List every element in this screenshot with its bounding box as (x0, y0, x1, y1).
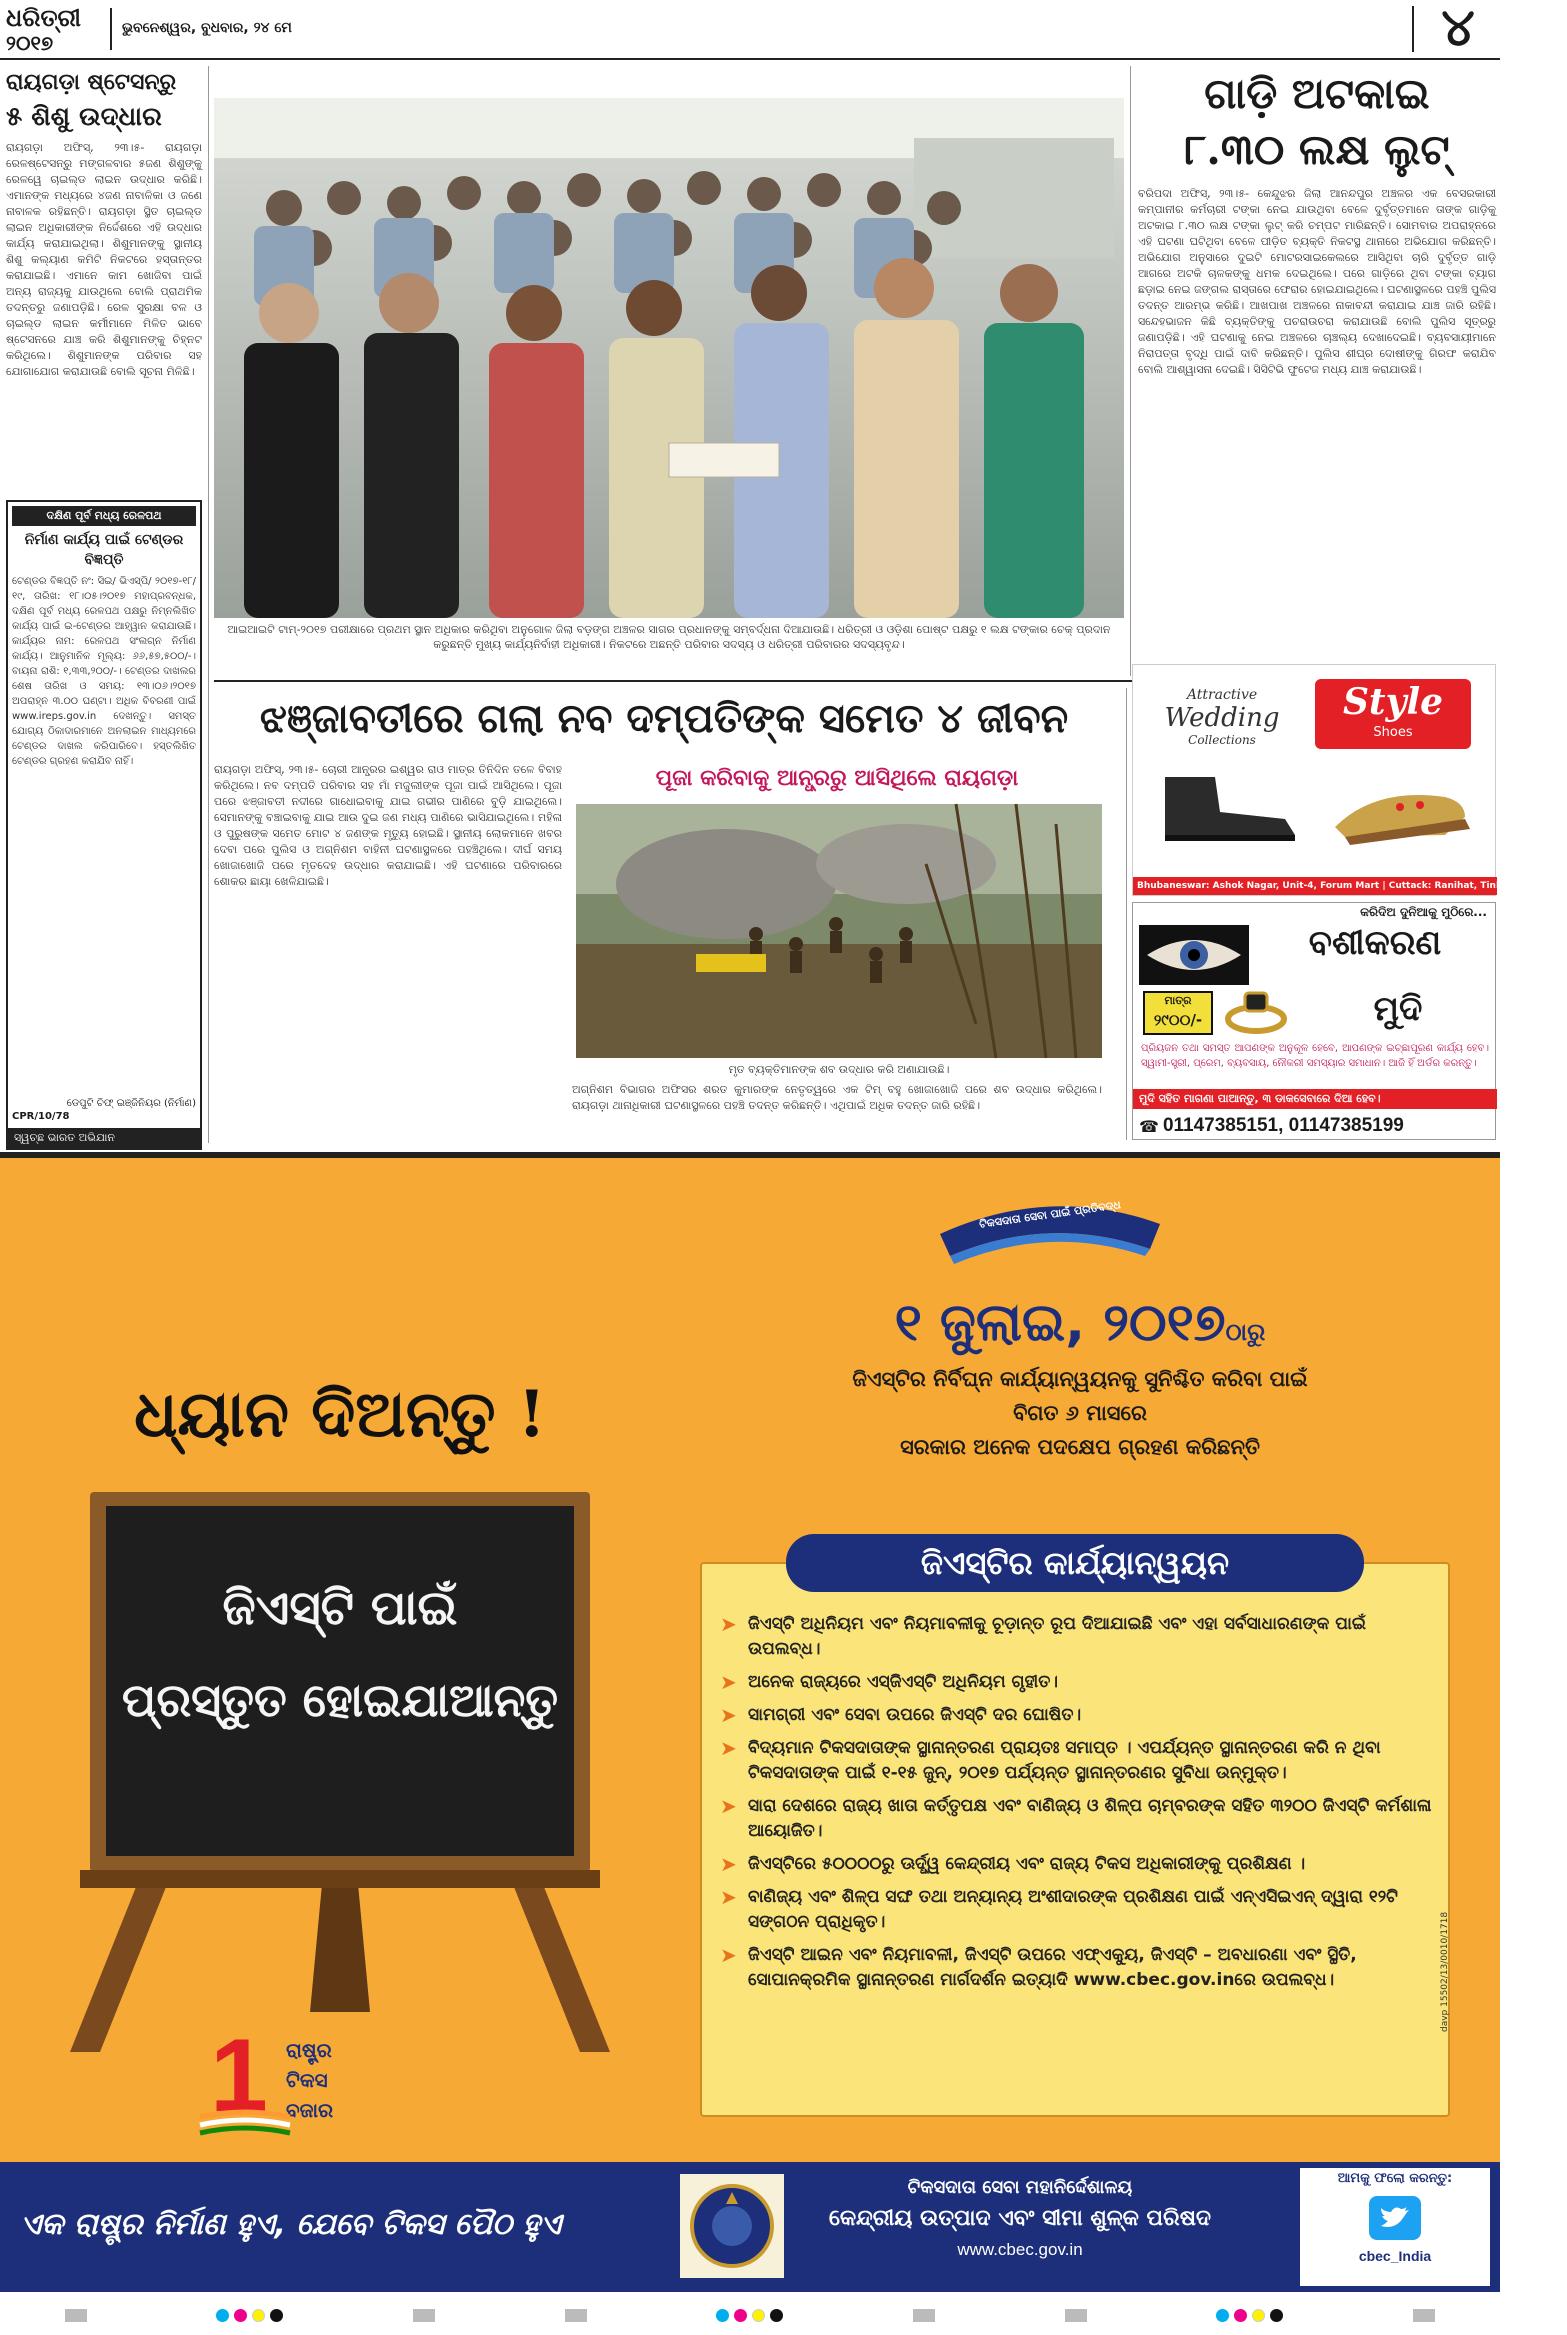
logo-text2: ଟିକସ (286, 2068, 328, 2092)
implementation-title: ଜିଏସ୍‌ଟିର କାର୍ଯ୍ୟାନ୍ୱୟନ (786, 1534, 1364, 1592)
left-headline (6, 66, 202, 134)
board-line2: ପ୍ରସ୍ତୁତ ହୋଇଯାଆନ୍ତୁ (121, 1673, 559, 1727)
reg-square (913, 2309, 935, 2322)
tricolor-swoosh (200, 2107, 290, 2137)
gst-bullet-text: ଜିଏସ୍‌ଟି ଅଧିନିୟମ ଏବଂ ନିୟମାବଳୀକୁ ଚୂଡ଼ାନ୍ତ ରୂପ ଦିଆଯାଇଛି ଏବଂ ଏହା ସର୍ବସାଧାରଣଙ୍କ ପାଇଁ ଉପଲବ୍ଧ। (748, 1614, 1366, 1659)
gst-footer (0, 2162, 1500, 2292)
one-nation-logo (200, 2018, 440, 2137)
ribbon-text: ଟିକସଦାତା ସେବା ପାଇଁ ପ୍ରତିବଦ୍ଧ (978, 1198, 1122, 1231)
left-column (6, 66, 202, 1143)
wedding-text2: Wedding (1164, 703, 1280, 733)
left-headline-line2: ୫ ଶିଶୁ ଉଦ୍ଧାର (6, 102, 162, 132)
mid-ads-divider (1126, 688, 1127, 1140)
cmyk-marks (1216, 2309, 1283, 2322)
page-number: ୪ (1441, 0, 1475, 58)
twitter-handle[interactable]: cbec_India (1358, 2248, 1432, 2264)
event-photo (214, 98, 1124, 618)
left-story-body: ରାୟଗଡ଼ା ଅଫିସ୍, ୨୩।୫- ରାୟଗଡ଼ା ରେଳଷ୍ଟେସନ୍‌ରୁ ମଙ୍ଗଳବାର ୫ଜଣ ଶିଶୁଙ୍କୁ ରେଳୱେ ଚାଇଲ୍ଡ ଲାଇନ ଉଦ୍ଧାର କରିଛି। ଏମାନଙ୍କ ମଧ୍ୟରେ ୪ଜଣ ନାବାଳିକା ଓ ଜଣେ ନାବାଳକ ରହିଛନ୍ତି। ରାୟଗଡ଼ା ସ୍ଥିତ ଚାଇଲ୍ଡ ଲାଇନ ଅଧିକାରୀଙ୍କ ନିର୍ଦ୍ଦେଶରେ ଏହି ଉଦ୍ଧାର କାର୍ଯ୍ୟ କରାଯାଇଥିଲା। ଶିଶୁମାନଙ୍କୁ ସ୍ଥାନୀୟ ଶିଶୁ କଲ୍ୟାଣ କମିଟି ନିକଟରେ ହସ୍ତାନ୍ତର କରାଯାଇଛି। ଏମାନେ କାମ ଖୋଜିବା ପାଇଁ ଅନ୍ୟ ରାଜ୍ୟକୁ ଯାଉଥିଲେ ବୋଲି ପ୍ରାଥମିକ ତଦନ୍ତରୁ ଜଣାପଡ଼ିଛି। ରେଳ ସୁରକ୍ଷା ବଳ ଓ ଚାଇଲ୍ଡ ଲାଇନ କର୍ମୀମାନେ ମିଳିତ ଭାବେ ଷ୍ଟେସନରେ ଯାଞ୍ଚ କରି ଶିଶୁମାନଙ୍କୁ ଚିହ୍ନଟ କରିଥିଲେ। ଶିଶୁମାନଙ୍କ ପରିବାର ସହ ଯୋଗାଯୋଗ କରାଯାଉଛି ବୋଲି ସୂଚନା ମିଳିଛି। (6, 141, 202, 378)
masthead-rule (0, 58, 1500, 60)
davp-code: davp 15502/13/0010/1718 (1440, 1911, 1450, 2032)
attention-heading: ଧ୍ୟାନ ଦିଅନ୍ତୁ ! (134, 1377, 546, 1452)
style-sub: Shoes (1373, 725, 1413, 740)
style-addresses: Bhubaneswar: Ashok Nagar, Unit-4, Forum Mart | Cuttack: Ranihat, Tinkonia Bagicha (1133, 877, 1497, 895)
eye-icon (1139, 925, 1249, 985)
gst-bullet-text: ଜିଏସ୍‌ଟି ଆଇନ ଏବଂ ନିୟମାବଳୀ, ଜିଏସ୍‌ଟି ଉପରେ ଏଫ୍‌ଏକ୍ୟୁ, ଜିଏସ୍‌ଟି – ଅବଧାରଣା ଏବଂ ସ୍ଥିତି, ସୋପାନକ୍ରମିକ ସ୍ଥାନାନ୍ତରଣ ମାର୍ଗଦର୍ଶନ ଇତ୍ୟାଦି www.cbec.gov.inରେ ଉପଲବ୍ଧ। (748, 1945, 1357, 1990)
chevron-right-icon: ➤ (720, 1794, 737, 1818)
right-headline-line1: ଗାଡ଼ି ଅଟକାଇ (1204, 69, 1430, 118)
mid-story-body-left: ରାୟଗଡ଼ା ଅଫିସ୍, ୨୩।୫- ଚୋରୀ ଆନ୍ଧ୍ରର ଇଶ୍ୱର ରାଓ ମାତ୍ର ତିନିଦିନ ତଳେ ବିବାହ କରିଥିଲେ। ନବ ଦମ୍ପତି ପରିବାର ସହ ମାଁ ମଜୁଲୀଙ୍କ ପୂଜା ପାଇଁ ଆସିଥିଲେ। ପୂଜା ପରେ ଝଞ୍ଜାବତୀ ନଦୀରେ ଗାଧୋଇବାକୁ ଯାଇ ଗଭୀର ପାଣିରେ ବୁଡ଼ି ଯାଇଥିଲେ। ସେମାନଙ୍କୁ ବଞ୍ଚାଇବାକୁ ଯାଇ ଆଉ ଦୁଇ ଜଣ ମଧ୍ୟ ପାଣିରେ ଭାସିଯାଇଥିଲେ। ମହିଳା ଓ ପୁରୁଷଙ୍କ ସମେତ ମୋଟ ୪ ଜଣଙ୍କ ମୃତ୍ୟୁ ହୋଇଛି। ସ୍ଥାନୀୟ ଲୋକମାନେ ଖବର ଦେବା ପରେ ପୁଲିସ ଓ ଅଗ୍ନିଶମ ବାହିନୀ ଘଟଣାସ୍ଥଳରେ ପହଞ୍ଚିଥିଲେ। ଦୀର୍ଘ ସମୟ ଖୋଜାଖୋଜି ପରେ ମୃତଦେହ ଉଦ୍ଧାର କରାଯାଇଛି। ଏହି ଘଟଣାରେ ପରିବାରରେ ଶୋକର ଛାୟା ଖେଳିଯାଇଛି। (214, 763, 562, 888)
river-photo (576, 804, 1102, 1058)
tender-footer: ସ୍ୱଚ୍ଛ ଭାରତ ଅଭିଯାନ (8, 1128, 200, 1148)
vashi-top: କରିଦିଅ ଦୁନିଆକୁ ମୁଠିରେ... (1360, 905, 1487, 919)
vashi-price-label: ମାତ୍ର (1164, 994, 1192, 1007)
chevron-right-icon: ➤ (720, 1852, 737, 1876)
tender-body: ଟେଣ୍ଡର ବିଜ୍ଞପ୍ତି ନଂ: ସିଇ/ ଭିଏସ୍‌ପି/ ୨୦୧୭-୧୮/ ୧୯, ତାରିଖ: ୧୮।୦୫।୨୦୧୭ ମହାପ୍ରବନ୍ଧକ, ଦକ୍ଷିଣ ପୂର୍ବ ମଧ୍ୟ ରେଳପଥ ପକ୍ଷରୁ ନିମ୍ନଲିଖିତ କାର୍ଯ୍ୟ ପାଇଁ ଇ-ଟେଣ୍ଡର ଆହ୍ୱାନ କରାଯାଉଛି। କାର୍ଯ୍ୟର ନାମ: ରେଳପଥ ସଂଲଗ୍ନ ନିର୍ମାଣ କାର୍ଯ୍ୟ। ଆନୁମାନିକ ମୂଲ୍ୟ: ୬୬,୫୭,୫୦୦/-। ବାୟନା ରାଶି: ୧,୩୩,୨୦୦/-। ଟେଣ୍ଡର ଦାଖଲର ଶେଷ ତାରିଖ ଓ ସମୟ: ୧୩।୦୬।୨୦୧୭ ଅପରାହ୍ନ ୩.୦୦ ଘଣ୍ଟା। ଅଧିକ ବିବରଣୀ ପାଇଁ www.ireps.gov.in ଦେଖନ୍ତୁ। ସମସ୍ତ ଯୋଗ୍ୟ ଠିକାଦାରମାନେ ଅନଲାଇନ ମାଧ୍ୟମରେ ଟେଣ୍ଡର ଦାଖଲ କରିପାରିବେ। ହସ୍ତଲିଖିତ ଟେଣ୍ଡର ଗ୍ରହଣ କରାଯିବ ନାହିଁ। (12, 576, 196, 767)
shoe-illustration (1145, 757, 1485, 847)
logo-text1: ରାଷ୍ଟ୍ର (286, 2038, 332, 2062)
gst-bullet-text: ଜିଏସ୍‌ଟିରେ ୫୦୦୦୦ରୁ ଊର୍ଦ୍ଧ୍ୱ କେନ୍ଦ୍ରୀୟ ଏବଂ ରାଜ୍ୟ ଟିକସ ଅଧିକାରୀଙ୍କୁ ପ୍ରଶିକ୍ଷଣ । (748, 1854, 1306, 1874)
gst-bullet (720, 1943, 1432, 1993)
gst-bullet (720, 1885, 1432, 1935)
vashi-line1: ବଶୀକରଣ (1308, 923, 1442, 963)
vashikaran-ad[interactable] (1132, 902, 1496, 1140)
gst-bullet (720, 1703, 1432, 1728)
gst-bullet-text: ସାମଗ୍ରୀ ଏବଂ ସେବା ଉପରେ ଜିଏସ୍‌ଟି ଦର ଘୋଷିତ। (748, 1705, 1082, 1725)
cmyk-marks (716, 2309, 783, 2322)
gst-bullet (720, 1612, 1432, 1662)
vashi-phone-row (1133, 1111, 1497, 1141)
logo-words (286, 2035, 333, 2125)
footer-dept1: ଟିକସଦାତା ସେବା ମହାନିର୍ଦ୍ଦେଶାଳୟ (907, 2177, 1133, 2198)
edition-year: ୨୦୧୭ (6, 31, 54, 55)
gst-bullet-text: ସାରା ଦେଶରେ ରାଜ୍ୟ ଖାତା କର୍ତ୍ତୃପକ୍ଷ ଏବଂ ବାଣିଜ୍ୟ ଓ ଶିଳ୍ପ ଚାମ୍ବରଙ୍କ ସହିତ ୩୨୦୦ ଜିଏସ୍‌ଟି କର୍ମଶାଳା ଆୟୋଜିତ। (748, 1796, 1432, 1841)
style-logo (1315, 679, 1471, 749)
masthead-divider (110, 8, 112, 50)
gst-date-suffix: ଠାରୁ (1225, 1318, 1266, 1346)
left-column-divider (208, 66, 209, 1143)
event-photo-caption: ଆଇଆଇଟି ଟାମ୍-୨୦୧୭ ପରୀକ୍ଷାରେ ପ୍ରଥମ ସ୍ଥାନ ଅଧିକାର କରିଥିବା ଅନୁଗୋଳ ଜିଲା ବଡ଼ଙ୍ଗ ଅଞ୍ଚଳର ସାଗର ପ୍ରଧାନଙ୍କୁ ସମ୍ବର୍ଦ୍ଧନା ଦିଆଯାଉଛି। ଧରିତ୍ରୀ ଓ ଓଡ଼ିଶା ପୋଷ୍ଟ ପକ୍ଷରୁ ୧ ଲକ୍ଷ ଟଙ୍କାର ଚେକ୍ ପ୍ରଦାନ କରୁଛନ୍ତି ମୁଖ୍ୟ କାର୍ଯ୍ୟନିର୍ବାହୀ ଅଧିକାରୀ। ନିକଟରେ ଅଛନ୍ତି ପରିବାର ସଦସ୍ୟ ଓ ଧରିତ୍ରୀ ପରିବାରର ସଦସ୍ୟବୃନ୍ଦ। (227, 623, 1111, 651)
vashi-body: ପ୍ରିୟଜନ ତଥା ସମସ୍ତ ଆପଣଙ୍କ ଅନୁକୂଳ ହେବେ, ଆପଣଙ୍କ ଇଚ୍ଛାପୂରଣ କାର୍ଯ୍ୟ ହେବ। ସ୍ୱାମୀ-ସ୍ତ୍ରୀ, ପ୍ରେମ, ବ୍ୟବସାୟ, ନୌକରୀ ସମସ୍ୟାର ସମାଧାନ। ଆଜି ହିଁ ଅର୍ଡର କରନ୍ତୁ। (1141, 1043, 1489, 1069)
gst-bullet (720, 1736, 1432, 1786)
follow-box[interactable] (1300, 2168, 1490, 2286)
chevron-right-icon: ➤ (720, 1612, 737, 1636)
vashi-phone: 01147385151, 01147385199 (1162, 1115, 1404, 1136)
reg-square (565, 2309, 587, 2322)
mid-subhead: ପୂଜା କରିବାକୁ ଆନ୍ଧ୍ରରୁ ଆସିଥିଲେ ରାୟଗଡ଼ା (655, 766, 1019, 791)
reg-square (413, 2309, 435, 2322)
vashi-price: ୨୯୦୦/- (1153, 1011, 1203, 1029)
masthead (0, 0, 1500, 58)
gst-ad-top-bar (0, 1152, 1500, 1158)
style-brand: Style (1342, 681, 1444, 723)
right-headline-line2: ୮.୩୦ ଲକ୍ଷ ଲୁଟ୍ (1184, 125, 1450, 174)
gst-date-line (700, 1288, 1460, 1358)
paper-name: ଧରିତ୍ରୀ (6, 3, 81, 32)
event-photo-image (214, 98, 1124, 618)
chevron-right-icon: ➤ (720, 1943, 737, 1967)
footer-url[interactable]: www.cbec.gov.in (957, 2240, 1083, 2259)
gst-bullet-text: ଅନେକ ରାଜ୍ୟରେ ଏସ୍‌ଜିଏସ୍‌ଟି ଅଧିନିୟମ ଗୃହୀତ। (748, 1672, 1058, 1692)
gst-bullet-text: ବିଦ୍ୟମାନ ଟିକସଦାତାଙ୍କ ସ୍ଥାନାନ୍ତରଣ ପ୍ରାୟତଃ ସମାପ୍ତ । ଏପର୍ଯ୍ୟନ୍ତ ସ୍ଥାନାନ୍ତରଣ କରି ନ ଥିବା ଟିକସଦାତାଙ୍କ ପାଇଁ ୧-୧୫ ଜୁନ୍, ୨୦୧୭ ପର୍ଯ୍ୟନ୍ତ ସ୍ଥାନାନ୍ତରଣର ସୁବିଧା ଉନ୍ମୁକ୍ତ। (748, 1738, 1381, 1783)
gst-bullet-list (720, 1612, 1432, 1993)
mid-story-body-bottom: ଅଗ୍ନିଶମ ବିଭାଗର ଅଫିସର ଶରତ କୁମାରଙ୍କ ନେତୃତ୍ୱରେ ଏକ ଟିମ୍ ବହୁ ଖୋଜାଖୋଜି ପରେ ଶବ ଉଦ୍ଧାର କରିଥିଲେ। ରାୟଗଡ଼ା ଥାନାଧିକାରୀ ଘଟଣାସ୍ଥଳରେ ପହଞ୍ଚି ତଦନ୍ତ କରିଛନ୍ତି। ଏଥିପାଇଁ ଅଧିକ ତଦନ୍ତ ଜାରି ରହିଛି। (572, 1083, 1102, 1112)
footer-dept (800, 2174, 1240, 2264)
gst-ad (0, 1152, 1500, 2162)
cmyk-marks (216, 2309, 283, 2322)
reg-square (1065, 2309, 1087, 2322)
gst-bullet-text: ବାଣିଜ୍ୟ ଏବଂ ଶିଳ୍ପ ସଙ୍ଘ ତଥା ଅନ୍ୟାନ୍ୟ ଅଂଶୀଦାରଙ୍କ ପ୍ରଶିକ୍ଷଣ ପାଇଁ ଏନ୍‌ଏସିଇଏନ୍ ଦ୍ୱାରା ୧୨ଟି ସଙ୍ଗଠନ ପ୍ରାଧିକୃତ। (748, 1887, 1398, 1932)
follow-label: ଆମକୁ ଫଲୋ କରନ୍ତୁ: (1337, 2171, 1453, 2186)
tender-header: ଦକ୍ଷିଣ ପୂର୍ବ ମଧ୍ୟ ରେଳପଥ (12, 506, 196, 526)
wedding-text3: Collections (1188, 733, 1256, 747)
wedding-collections (1147, 687, 1297, 747)
footer-slogan: ଏକ ରାଷ୍ଟ୍ର ନିର୍ମାଣ ହୁଏ, ଯେବେ ଟିକସ ପୈଠ ହୁଏ (20, 2207, 562, 2242)
style-shoes-ad[interactable] (1132, 664, 1567, 896)
footer-dept2: କେନ୍ଦ୍ରୀୟ ଉତ୍ପାଦ ଏବଂ ସୀମା ଶୁଳ୍କ ପରିଷଦ (828, 2206, 1212, 2231)
left-headline-line1: ରାୟଗଡ଼ା ଷ୍ଟେସନ୍‌ରୁ (6, 70, 177, 95)
chalkboard-text (106, 1532, 574, 1746)
mid-headline: ଝଞ୍ଜାବତୀରେ ଗଲା ନବ ଦମ୍ପତିଙ୍କ ସମେତ ୪ ଜୀବନ (259, 695, 1069, 742)
gst-intro-line2: ବିଗତ ୬ ମାସରେ (1013, 1401, 1147, 1425)
gst-bullet (720, 1794, 1432, 1844)
right-story (1138, 66, 1496, 676)
gst-bullet (720, 1670, 1432, 1695)
vashi-line2: ମୁଦି (1373, 989, 1423, 1029)
logo-number: 1 (210, 2018, 268, 2134)
gst-intro (700, 1362, 1460, 1464)
cbec-emblem-icon (680, 2174, 784, 2278)
gst-intro-line1: ଜିଏସ୍‌ଟିର ନିର୍ବିଘ୍ନ କାର୍ଯ୍ୟାନ୍ୱୟନକୁ ସୁନିଶ୍ଚିତ କରିବା ପାଇଁ (852, 1367, 1308, 1391)
tender-signature: ଡେପୁଟି ଚିଫ୍ ଇଞ୍ଜିନିୟର (ନିର୍ମାଣ) (66, 1098, 196, 1109)
tender-title: ନିର୍ମାଣ କାର୍ଯ୍ୟ ପାଇଁ ଟେଣ୍ଡର ବିଜ୍ଞପ୍ତି (24, 532, 184, 568)
page-number-divider (1412, 6, 1414, 52)
vashi-price-box (1143, 991, 1213, 1035)
vashi-free: ମୁଦି ସହିତ ମାଗଣା ପାଆନ୍ତୁ, ୩ ଡାକସେବାରେ ଦିଆ ହେବ। (1133, 1089, 1497, 1109)
gst-date: ୧ ଜୁଲାଇ, ୨୦୧୭ (894, 1293, 1226, 1353)
reg-square (1413, 2309, 1435, 2322)
registration-marks (0, 2300, 1500, 2330)
place-date: ଭୁବନେଶ୍ୱର, ବୁଧବାର, ୨୪ ମେ (122, 20, 292, 36)
chevron-right-icon: ➤ (720, 1703, 737, 1727)
chevron-right-icon: ➤ (720, 1885, 737, 1909)
phone-icon: ☎ (1139, 1116, 1159, 1136)
top-photo-divider (1130, 66, 1131, 676)
right-story-body: ବରିପଦା ଅଫିସ୍, ୨୩।୫- କେନ୍ଦୁଝର ଜିଲା ଆନନ୍ଦପୁର ଅଞ୍ଚଳର ଏକ ବେସରକାରୀ କମ୍ପାନୀର କର୍ମଚାରୀ ଟଙ୍କା ନେଇ ଯାଉଥିବା ବେଳେ ଦୁର୍ବୃତ୍ତମାନେ ତାଙ୍କ ଗାଡ଼ିକୁ ଅଟକାଇ ୮.୩୦ ଲକ୍ଷ ଟଙ୍କା ଲୁଟ୍ କରି ଚମ୍ପଟ ମାରିଛନ୍ତି। ସୋମବାର ଅପରାହ୍ନରେ ଏହି ଘଟଣା ଘଟିଥିବା ବେଳେ ପୀଡ଼ିତ ବ୍ୟକ୍ତି ନିକଟସ୍ଥ ଥାନାରେ ଅଭିଯୋଗ କରିଛନ୍ତି। ଅଭିଯୋଗ ଅନୁସାରେ ଦୁଇଟି ମୋଟରସାଇକେଲରେ ଆସିଥିବା ଚାରି ଦୁର୍ବୃତ୍ତ ଗାଡ଼ି ଆଗରେ ଅଟକି ଚାଳକଙ୍କୁ ଧମକ ଦେଇଥିଲେ। ପରେ ଗାଡ଼ିରେ ଥିବା ଟଙ୍କା ବ୍ୟାଗ ଛଡ଼ାଇ ନେଇ ଜଙ୍ଗଲ ରାସ୍ତାରେ ଫେରାର ହୋଇଯାଇଥିଲେ। ଘଟଣାସ୍ଥଳରେ ପହଞ୍ଚି ପୁଲିସ ତଦନ୍ତ ଆରମ୍ଭ କରିଛି। ଆଖପାଖ ଅଞ୍ଚଳରେ ନାକାବନ୍ଦୀ କରାଯାଇ ଯାଞ୍ଚ ଜାରି ରହିଛି। ସନ୍ଦେହଭାଜନ କିଛି ବ୍ୟକ୍ତିଙ୍କୁ ପଚରାଉଚରା କରାଯାଉଛି ବୋଲି ପୁଲିସ ସୂତ୍ରରୁ ଜଣାପଡ଼ିଛି। ଏହି ଘଟଣାକୁ ନେଇ ଅଞ୍ଚଳରେ ଚାଞ୍ଚଲ୍ୟ ଦେଖାଦେଇଛି। ବ୍ୟବସାୟୀମାନେ ନିରାପତ୍ତା ବୃଦ୍ଧି ପାଇଁ ଦାବି କରିଛନ୍ତି। ପୁଲିସ ଶୀଘ୍ର ଦୋଷୀଙ୍କୁ ଗିରଫ କରାଯିବ ବୋଲି ଆଶ୍ୱାସନା ଦେଇଛି। ସିସିଟିଭି ଫୁଟେଜ ମଧ୍ୟ ଯାଞ୍ଚ କରାଯାଉଛି। (1138, 187, 1496, 376)
logo-text3: ବଜାର (286, 2098, 334, 2122)
twitter-icon (1369, 2196, 1421, 2240)
board-line1: ଜିଏସ୍‌ଟି ପାଇଁ (222, 1580, 458, 1636)
tender-ref: CPR/10/78 (12, 1111, 70, 1122)
chevron-right-icon: ➤ (720, 1670, 737, 1694)
gst-intro-line3: ସରକାର ଅନେକ ପଦକ୍ଷେପ ଗ୍ରହଣ କରିଛନ୍ତି (900, 1435, 1260, 1459)
ring-icon (1221, 991, 1291, 1035)
river-photo-caption: ମୃତ ବ୍ୟକ୍ତିମାନଙ୍କ ଶବ ଉଦ୍ଧାର କରି ଅଣାଯାଉଛି। (728, 1063, 950, 1076)
tender-notice (6, 500, 202, 1150)
paper-logo (6, 4, 106, 54)
gst-bullet (720, 1852, 1432, 1877)
chevron-right-icon: ➤ (720, 1736, 737, 1760)
river-photo-image (576, 804, 1102, 1058)
reg-square (65, 2309, 87, 2322)
wedding-text1: Attractive (1186, 687, 1258, 703)
